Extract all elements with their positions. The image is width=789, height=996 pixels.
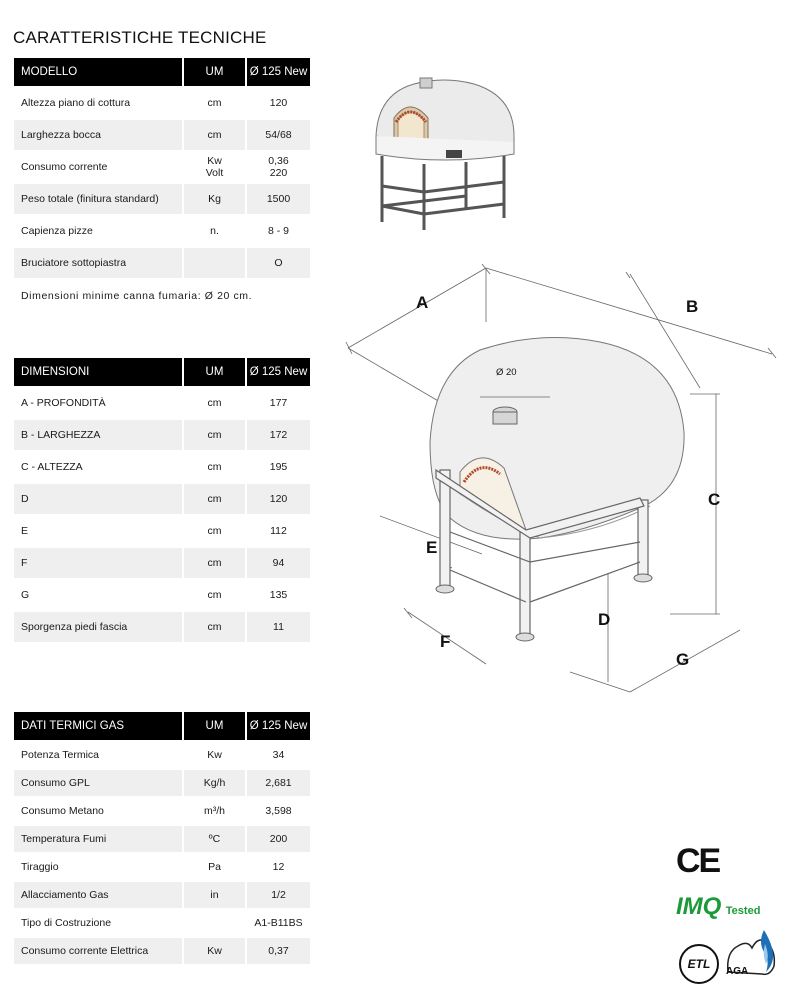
row-um: n. <box>182 214 245 246</box>
row-um: Kg <box>182 182 245 214</box>
row-um: m³/h <box>182 796 245 824</box>
row-value: 0,37 <box>245 936 310 964</box>
row-um: cm <box>182 546 245 578</box>
row-value: 3,598 <box>245 796 310 824</box>
row-label: Altezza piano di cottura <box>14 86 182 118</box>
row-label: G <box>14 578 182 610</box>
oven-product-image <box>366 66 518 232</box>
um-line: Volt <box>205 167 224 179</box>
row-label: Bruciatore sottopiastra <box>14 246 182 278</box>
header-cell: MODELLO <box>14 58 182 86</box>
row-label: Temperatura Fumi <box>14 824 182 852</box>
row-um: cm <box>182 418 245 450</box>
dim-label-g: G <box>676 650 690 669</box>
row-um: cm <box>182 482 245 514</box>
row-value: 2,681 <box>245 768 310 796</box>
aga-logo <box>722 926 782 982</box>
row-um <box>182 150 245 182</box>
row-value: 1/2 <box>245 880 310 908</box>
row-label: A - PROFONDITÀ <box>14 386 182 418</box>
row-um: Kw <box>182 936 245 964</box>
row-label: Consumo corrente <box>14 150 182 182</box>
row-value: 8 - 9 <box>245 214 310 246</box>
row-um: cm <box>182 610 245 642</box>
row-label: C - ALTEZZA <box>14 450 182 482</box>
row-um: ºC <box>182 824 245 852</box>
row-um: cm <box>182 86 245 118</box>
header-cell: Ø 125 New <box>245 358 310 386</box>
row-um: cm <box>182 450 245 482</box>
row-label: F <box>14 546 182 578</box>
imq-mark: IMQ <box>676 893 722 920</box>
header-cell: Ø 125 New <box>245 58 310 86</box>
row-label: Consumo corrente Elettrica <box>14 936 182 964</box>
row-label: Sporgenza piedi fascia <box>14 610 182 642</box>
row-label: Potenza Termica <box>14 740 182 768</box>
row-value: 172 <box>245 418 310 450</box>
row-label: Allacciamento Gas <box>14 880 182 908</box>
row-value: 34 <box>245 740 310 768</box>
row-value: 135 <box>245 578 310 610</box>
dimensioni-table <box>14 358 310 642</box>
dim-label-b: B <box>686 297 699 316</box>
row-value: 1500 <box>245 182 310 214</box>
header-cell: DATI TERMICI GAS <box>14 712 182 740</box>
header-cell: DIMENSIONI <box>14 358 182 386</box>
row-value: 112 <box>245 514 310 546</box>
imq-logo <box>676 893 760 921</box>
dimension-diagram <box>340 262 780 696</box>
dim-label-e: E <box>426 538 438 557</box>
flue-diameter-label: Ø 20 <box>496 367 517 378</box>
gas-table <box>14 712 310 964</box>
row-um <box>182 246 245 278</box>
row-value: 11 <box>245 610 310 642</box>
row-value: A1-B11BS <box>245 908 310 936</box>
row-label: Tiraggio <box>14 852 182 880</box>
header-cell: UM <box>182 358 245 386</box>
row-label: Tipo di Costruzione <box>14 908 182 936</box>
header-cell: Ø 125 New <box>245 712 310 740</box>
page-title: CARATTERISTICHE TECNICHE <box>13 28 267 47</box>
dim-label-a: A <box>416 293 429 312</box>
row-um: in <box>182 880 245 908</box>
row-label: Larghezza bocca <box>14 118 182 150</box>
row-label: Peso totale (finitura standard) <box>14 182 182 214</box>
row-value <box>245 150 310 182</box>
etl-logo <box>679 944 719 984</box>
flue-note: Dimensioni minime canna fumaria: Ø 20 cm. <box>14 278 310 312</box>
value-line: 220 <box>269 167 288 179</box>
row-um: cm <box>182 578 245 610</box>
dim-label-d: D <box>598 610 611 629</box>
row-value: 54/68 <box>245 118 310 150</box>
etl-mark: ETL <box>687 957 711 971</box>
row-label: Consumo GPL <box>14 768 182 796</box>
row-value: 200 <box>245 824 310 852</box>
row-um <box>182 908 245 936</box>
row-value: O <box>245 246 310 278</box>
dim-label-f: F <box>440 632 451 651</box>
row-value: 94 <box>245 546 310 578</box>
row-value: 195 <box>245 450 310 482</box>
value-line: 0,36 <box>268 155 289 167</box>
ce-mark: CE <box>676 842 720 880</box>
dim-label-c: C <box>708 490 721 509</box>
imq-tested: Tested <box>725 905 761 917</box>
row-label: Capienza pizze <box>14 214 182 246</box>
row-um: cm <box>182 386 245 418</box>
row-value: 177 <box>245 386 310 418</box>
row-value: 120 <box>245 482 310 514</box>
header-cell: UM <box>182 712 245 740</box>
row-label: D <box>14 482 182 514</box>
row-um: Kw <box>182 740 245 768</box>
header-cell: UM <box>182 58 245 86</box>
row-label: B - LARGHEZZA <box>14 418 182 450</box>
row-um: Pa <box>182 852 245 880</box>
row-um: Kg/h <box>182 768 245 796</box>
row-value: 120 <box>245 86 310 118</box>
modello-table <box>14 58 310 312</box>
um-line: Kw <box>207 155 222 167</box>
row-um: cm <box>182 514 245 546</box>
row-label: E <box>14 514 182 546</box>
aga-mark: AGA <box>726 966 749 977</box>
row-label: Consumo Metano <box>14 796 182 824</box>
row-um: cm <box>182 118 245 150</box>
row-value: 12 <box>245 852 310 880</box>
